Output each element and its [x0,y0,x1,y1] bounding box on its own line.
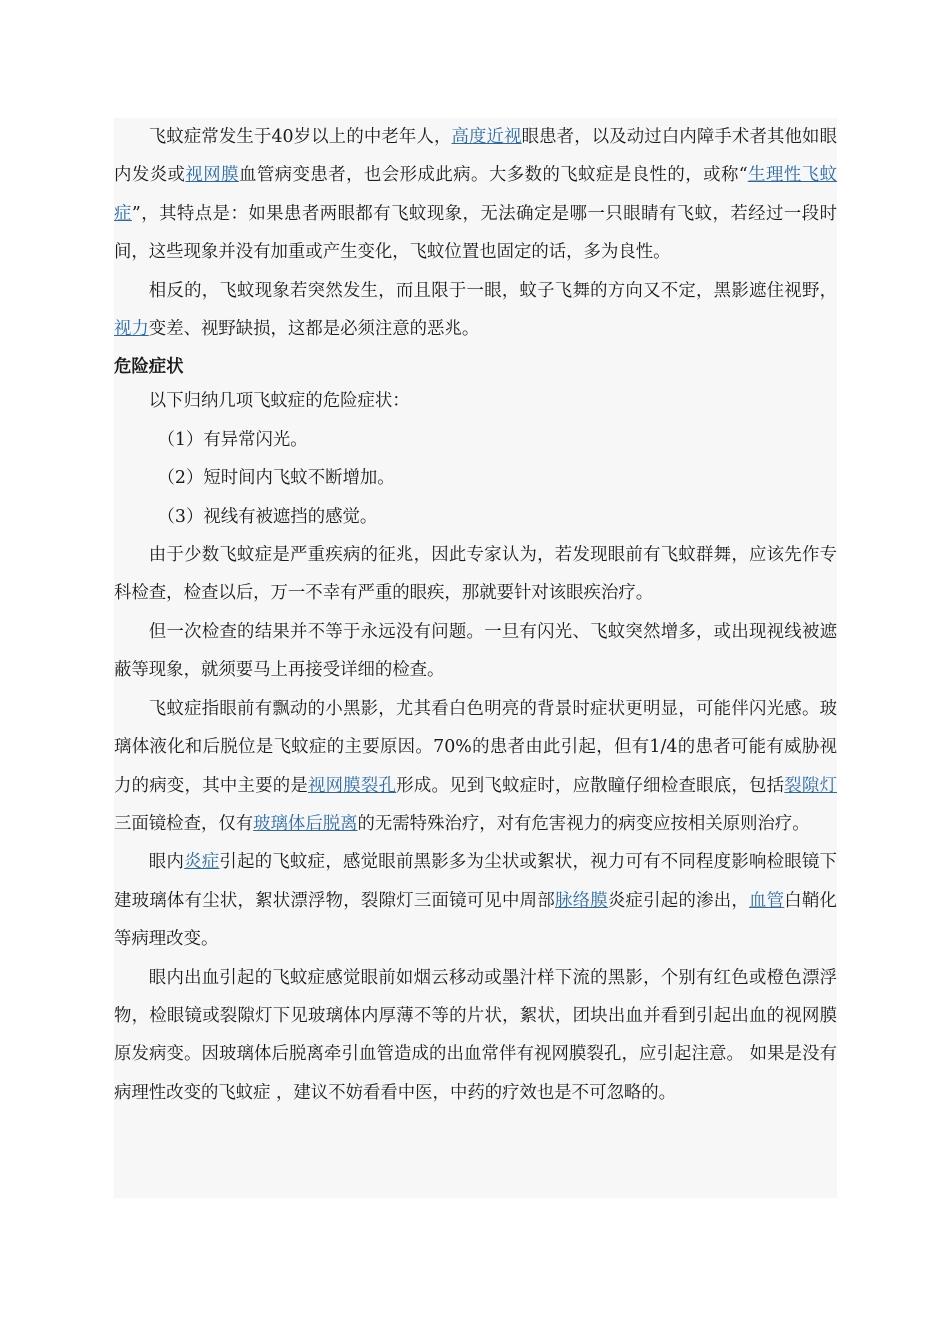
text: 飞蚊症指眼前有飘动的小黑影，尤其看白色明亮的背景时症状更明显，可能伴闪光感。玻璃体液化和后脱位是飞蚊症的主要原因。70%的患者由此引起，但有1/4的患者可能有威胁视力的病变，其中主要的是 [114,698,837,796]
text: 相反的，飞蚊现象若突然发生，而且限于一眼，蚊子飞舞的方向又不定，黑影遮住视野， [148,280,837,301]
text: 白鞘化等病理改变。 [114,890,837,950]
text: 眼患者，以及动过白内障手术者其他如眼内发炎或 [114,127,837,186]
text: 的无需特殊治疗，对有危害视力的病变应按相关原则治疗。 [357,813,810,834]
text: 三面镜检查，仅有 [114,813,254,834]
paragraph-2 [114,272,837,349]
link-inflammation[interactable]: 炎症 [184,852,220,873]
list-item: （3）视线有被遮挡的感觉。 [157,506,378,527]
link-vision[interactable]: 视力 [114,319,149,340]
text: 变差、视野缺损，这都是必须注意的恶兆。 [148,319,480,340]
link-retinal-tear[interactable]: 视网膜裂孔 [308,775,397,796]
paragraph-1 [114,118,837,272]
text: 眼内 [148,852,185,873]
text: 形成。见到飞蚊症时，应散瞳仔细检查眼底，包括 [396,775,785,796]
link-high-myopia[interactable]: 高度近视 [451,127,522,147]
link-physiological-floaters[interactable]: 生理性飞蚊症 [114,165,837,224]
list-item: （1）有异常闪光。 [157,429,308,450]
link-blood-vessel[interactable]: 血管 [749,890,785,911]
paragraph-7: 眼内出血引起的飞蚊症感觉眼前如烟云移动或墨汁样下流的黑影，个别有红色或橙色漂浮物，检眼镜或裂隙灯下见玻璃体内厚薄不等的片状，絮状，团块出血并看到引起出血的视网膜原发病变。因玻璃体后脱离牵引血管造成的出血常伴有视网膜裂孔，应引起注意。 如果是没有病理性改变的飞蚊症 ，建议不妨看看中医，中药的疗效也是不可忽略的。 [114,967,837,1103]
article-body [114,118,837,1112]
link-posterior-vitreous-detachment[interactable]: 玻璃体后脱离 [253,813,358,834]
text: ”，其特点是：如果患者两眼都有飞蚊现象，无法确定是哪一只眼睛有飞蚊，若经过一段时间，这些现象并没有加重或产生变化，飞蚊位置也固定的话，多为良性。 [114,203,837,263]
text: 引起的飞蚊症，感觉眼前黑影多为尘状或絮状，视力可有不同程度影响检眼镜下建玻璃体有尘状，絮状漂浮物，裂隙灯三面镜可见中周部 [114,852,837,911]
list-item: （2）短时间内飞蚊不断增加。 [157,468,395,489]
text: 炎症引起的渗出， [607,890,749,911]
paragraph-3: 由于少数飞蚊症是严重疾病的征兆，因此专家认为，若发现眼前有飞蚊群舞，应该先作专科检查，检查以后，万一不幸有严重的眼疾，那就要针对该眼疾治疗。 [114,545,837,604]
link-slit-lamp[interactable]: 裂隙灯 [784,775,837,796]
intro-text: 以下归纳几项飞蚊症的危险症状： [148,391,410,412]
link-choroid[interactable]: 脉络膜 [554,890,608,911]
paragraph-4: 但一次检查的结果并不等于永远没有问题。一旦有闪光、飞蚊突然增多，或出现视线被遮蔽等现象，就须要马上再接受详细的检查。 [114,621,837,681]
paragraph-5 [114,690,837,844]
text: 飞蚊症常发生于40岁以上的中老年人， [148,127,452,147]
paragraph-6 [114,843,837,958]
link-retina[interactable]: 视网膜 [185,165,239,186]
section-heading: 危险症状 [114,357,184,378]
text: 血管病变患者，也会形成此病。大多数的飞蚊症是良性的，或称“ [238,165,748,186]
